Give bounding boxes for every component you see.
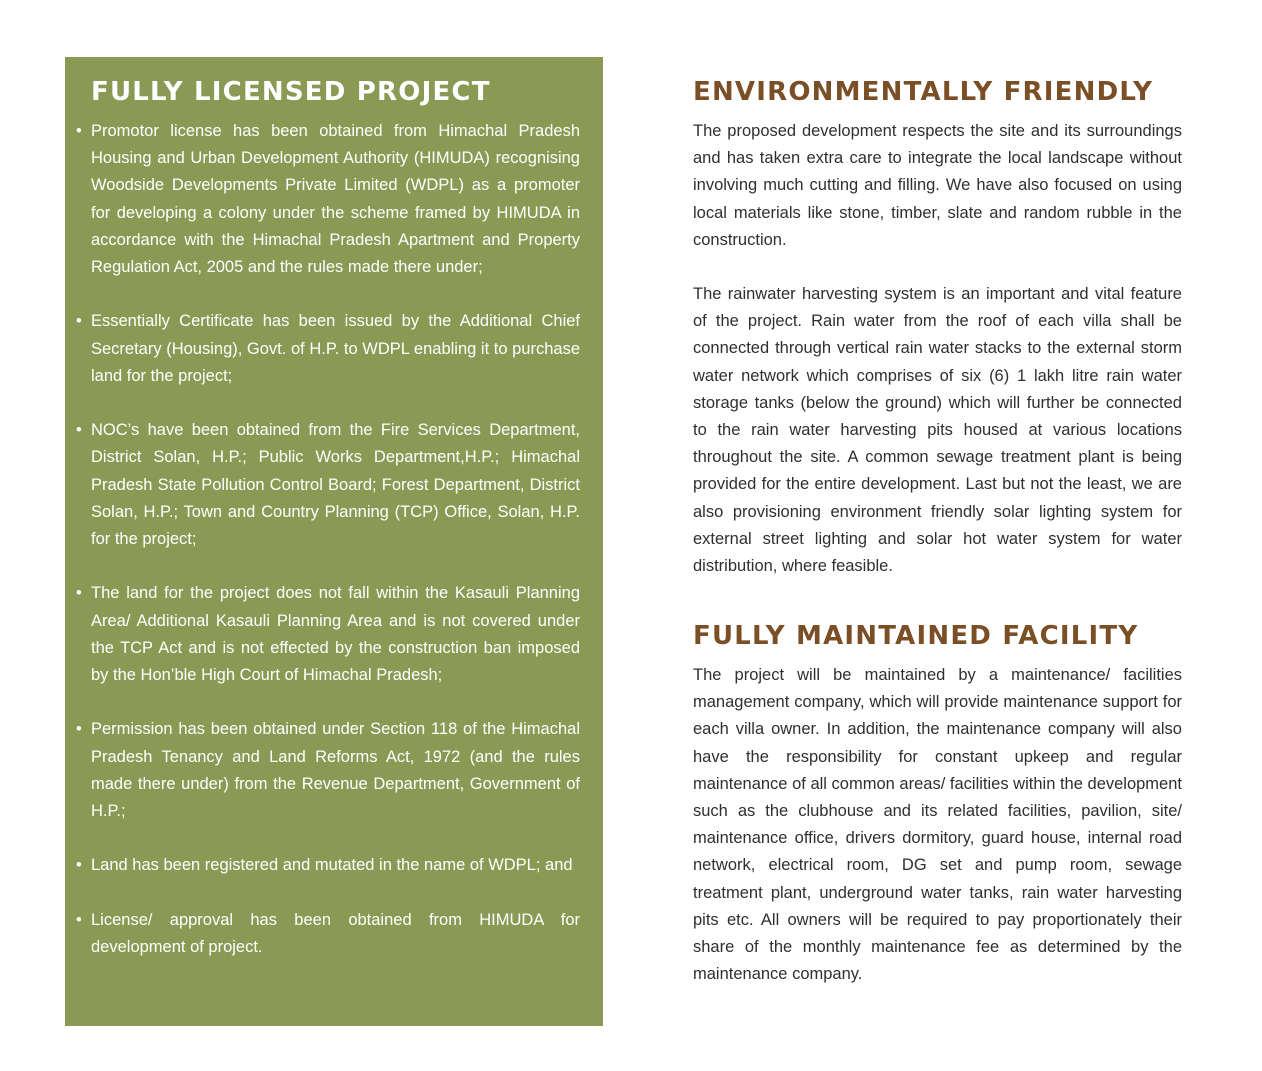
maintenance-paragraph: The project will be maintained by a maintenance/ facilities management company, which will provide maintenance support for each villa owner. In addition, the maintenance company will also have the responsibility for constant upkeep and regular maintenance of all common areas/ facilities within the development such as the clubhouse and its related facilities, pavilion, site/ maintenance office, drivers dormitory, guard house, internal road network, electrical room, DG set and pump room, sewage treatment plant, underground water tanks, rain water harvesting pits etc. All owners will be required to pay proportionately their share of the monthly maintenance fee as determined by the maintenance company.: [693, 666, 1182, 984]
license-bullet-item: • Land has been registered and mutated in the name of WDPL; and: [91, 852, 580, 879]
license-bullet-item: • Promotor license has been obtained from Himachal Pradesh Housing and Urban Development Authority (HIMUDA) recognising Woodside Developments Private Limited (WDPL) as a promoter for developing a colony under the scheme framed by HIMUDA in accordance with the Himachal Pradesh Apartment and Property Regulation Act, 2005 and the rules made there under;: [91, 118, 580, 281]
environment-paragraph-1: The proposed development respects the site and its surroundings and has taken extra care to integrate the local landscape without involving much cutting and filling. We have also focused on using local materials like stone, timber, slate and random rubble in the construction.: [693, 122, 1182, 249]
licensed-project-heading: FULLY LICENSED PROJECT: [91, 77, 491, 107]
license-bullet-item: • NOC’s have been obtained from the Fire Services Department, District Solan, H.P.; Public Works Department,H.P.; Himachal Pradesh State Pollution Control Board; Forest Department, District Solan, H.P.; Town and Country Planning (TCP) Office, Solan, H.P. for the project;: [91, 417, 580, 553]
license-bullet-item: • Essentially Certificate has been issued by the Additional Chief Secretary (Housing), Govt. of H.P. to WDPL enabling it to purchase land for the project;: [91, 308, 580, 390]
licensed-project-panel: [65, 57, 603, 1026]
license-bullet-list: [91, 118, 580, 988]
environment-paragraph-2: The rainwater harvesting system is an important and vital feature of the project. Rain water from the roof of each villa shall be connected through vertical rain water stacks to the external storm water network which comprises of six (6) 1 lakh litre rain water storage tanks (below the ground) which will further be connected to the rain water harvesting pits housed at various locations throughout the site. A common sewage treatment plant is being provided for the entire development. Last but not the least, we are also provisioning environment friendly solar lighting system for external street lighting and solar hot water system for water distribution, where feasible.: [693, 285, 1182, 576]
maintenance-heading: FULLY MAINTAINED FACILITY: [693, 621, 1139, 651]
license-bullet-item: • Permission has been obtained under Section 118 of the Himachal Pradesh Tenancy and Land Reforms Act, 1972 (and the rules made there under) from the Revenue Department, Government of H.P.;: [91, 716, 580, 825]
license-bullet-item: • License/ approval has been obtained from HIMUDA for development of project.: [91, 907, 580, 961]
environment-heading: ENVIRONMENTALLY FRIENDLY: [693, 77, 1154, 107]
license-bullet-item: • The land for the project does not fall within the Kasauli Planning Area/ Additional Kasauli Planning Area and is not covered under the TCP Act and is not effected by the construction ban imposed by the Hon’ble High Court of Himachal Pradesh;: [91, 580, 580, 689]
